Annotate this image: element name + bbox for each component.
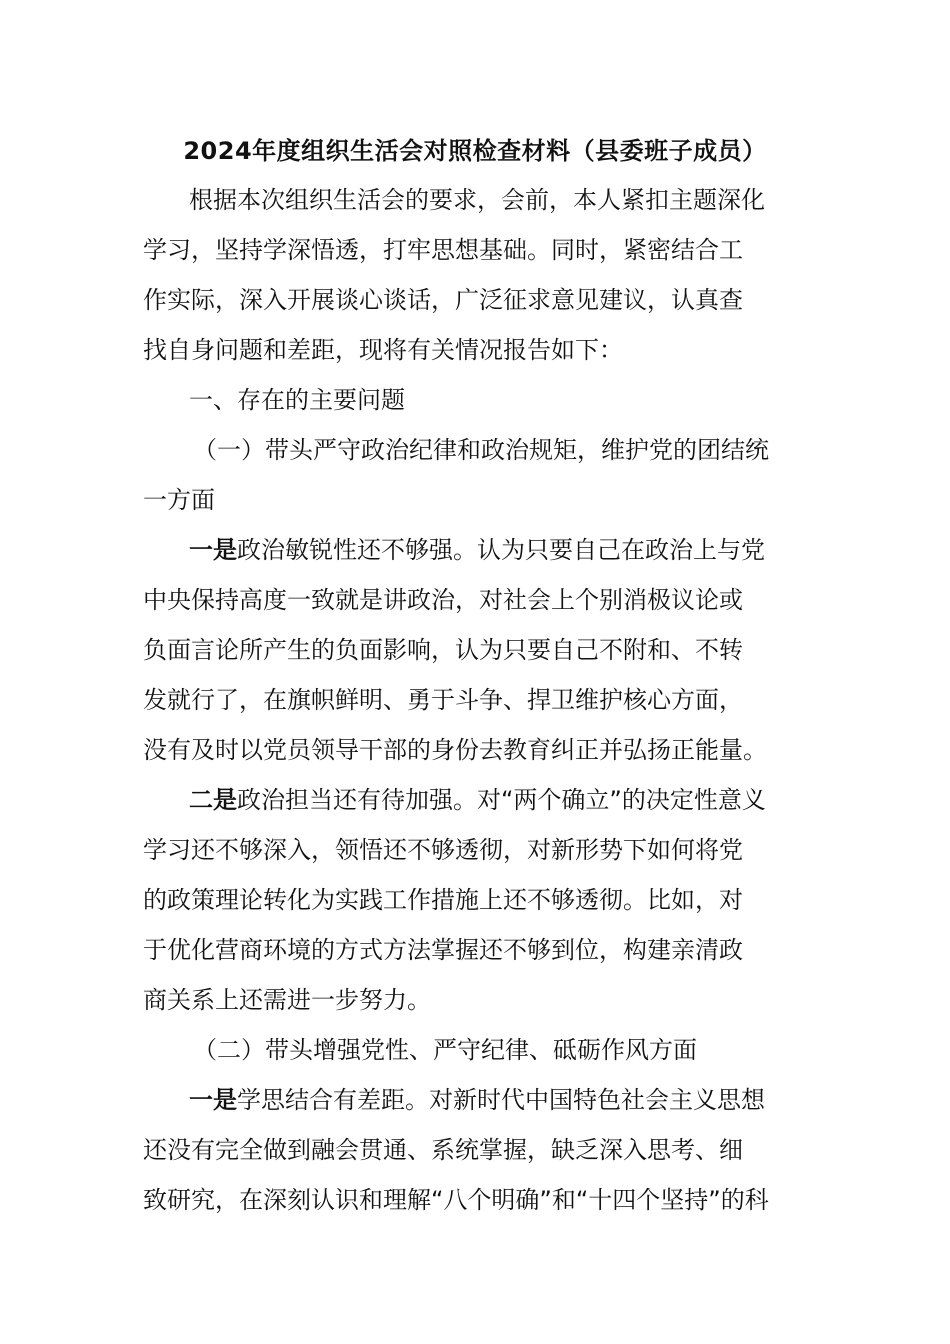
subsection-heading-1-line-2: 一方面 [143, 486, 215, 514]
point-paragraph-line [189, 780, 766, 820]
point-text: 政治担当还有待加强。对“两个确立”的决定性意义 [237, 786, 766, 814]
point-paragraph-line: 商关系上还需进一步努力。 [143, 986, 431, 1014]
intro-line-4: 找自身问题和差距，现将有关情况报告如下： [143, 336, 623, 364]
point-paragraph-line: 负面言论所产生的负面影响，认为只要自己不附和、不转 [143, 636, 743, 664]
point-paragraph-line: 于优化营商环境的方式方法掌握还不够到位，构建亲清政 [143, 936, 743, 964]
point-label: 二是 [189, 786, 237, 814]
point-text: 学思结合有差距。对新时代中国特色社会主义思想 [237, 1086, 765, 1114]
point-paragraph-line: 还没有完全做到融会贯通、系统掌握，缺乏深入思考、细 [143, 1136, 743, 1164]
intro-line-3: 作实际，深入开展谈心谈话，广泛征求意见建议，认真查 [143, 286, 743, 314]
point-paragraph-line: 中央保持高度一致就是讲政治，对社会上个别消极议论或 [143, 586, 743, 614]
point-paragraph-line: 致研究，在深刻认识和理解“八个明确”和“十四个坚持”的科 [143, 1186, 769, 1214]
point-paragraph-line [189, 1080, 765, 1120]
point-label: 一是 [189, 1086, 237, 1114]
subsection-heading-1-line-1: （一）带头严守政治纪律和政治规矩，维护党的团结统 [193, 436, 769, 464]
section-heading-1: 一、存在的主要问题 [189, 386, 405, 414]
point-paragraph-line: 学习还不够深入，领悟还不够透彻，对新形势下如何将党 [143, 836, 743, 864]
point-paragraph-line: 的政策理论转化为实践工作措施上还不够透彻。比如，对 [143, 886, 743, 914]
point-label: 一是 [189, 536, 237, 564]
intro-line-2: 学习，坚持学深悟透，打牢思想基础。同时，紧密结合工 [143, 236, 743, 264]
subsection-heading-2: （二）带头增强党性、严守纪律、砥砺作风方面 [193, 1036, 697, 1064]
point-paragraph-line [189, 530, 765, 570]
point-text: 政治敏锐性还不够强。认为只要自己在政治上与党 [237, 536, 765, 564]
document-title: 2024年度组织生活会对照检查材料（县委班子成员） [183, 137, 767, 165]
intro-line-1: 根据本次组织生活会的要求，会前，本人紧扣主题深化 [189, 186, 765, 214]
point-paragraph-line: 发就行了，在旗帜鲜明、勇于斗争、捍卫维护核心方面， [143, 686, 743, 714]
point-paragraph-line: 没有及时以党员领导干部的身份去教育纠正并弘扬正能量。 [143, 736, 767, 764]
